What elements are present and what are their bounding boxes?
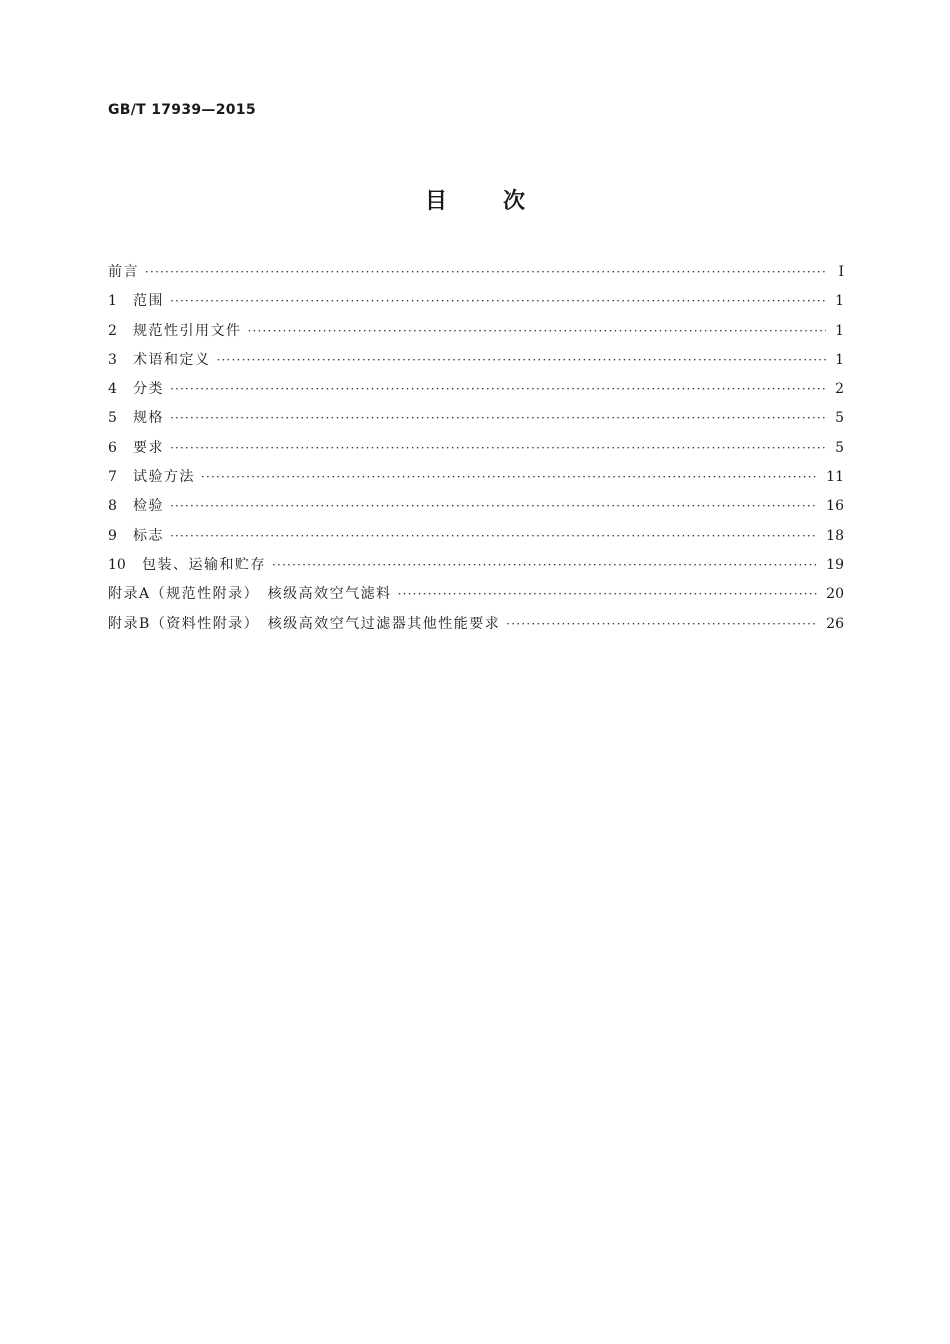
toc-entry-test-methods[interactable] [108,463,844,492]
toc-entry-title: 附录B（资料性附录） 核级高效空气过滤器其他性能要求 [108,615,501,632]
toc-entry-page: 16 [826,498,844,515]
standard-number: GB/T 17939—2015 [108,102,256,118]
toc-dot-leader [201,463,818,492]
toc-entry-page: 1 [835,351,844,368]
toc-entry-scope[interactable] [108,287,844,316]
toc-entry-title: 检验 [133,498,164,515]
toc-entry-number: 1 [108,293,117,310]
toc-entry-title: 规格 [133,410,164,427]
toc-entry-number: 7 [108,469,117,486]
toc-entry-title: 范围 [133,293,164,310]
toc-entry-title: 试验方法 [133,469,195,486]
toc-entry-specification[interactable] [108,404,844,433]
toc-entry-title: 术语和定义 [133,351,211,368]
toc-dot-leader [248,317,827,346]
toc-entry-page: 1 [835,322,844,339]
toc-entry-title: 附录A（规范性附录） 核级高效空气滤料 [108,586,392,603]
toc-dot-leader [170,522,818,551]
toc-dot-leader [145,258,826,287]
toc-entry-title: 包装、运输和贮存 [142,556,266,573]
table-of-contents [108,258,844,639]
toc-entry-number: 4 [108,381,117,398]
toc-entry-marking[interactable] [108,522,844,551]
toc-entry-foreword[interactable] [108,258,844,287]
toc-dot-leader [170,375,826,404]
toc-dot-leader [217,346,827,375]
toc-entry-number: 6 [108,439,117,456]
toc-entry-packaging[interactable] [108,551,844,580]
toc-dot-leader [170,404,826,433]
toc-entry-number: 10 [108,556,126,573]
toc-dot-leader [170,287,826,316]
toc-entry-number: 2 [108,322,117,339]
toc-entry-annex-a[interactable] [108,580,844,609]
toc-entry-title: 规范性引用文件 [133,322,242,339]
toc-entry-page: Ⅰ [838,264,844,280]
page-title: 目次 [424,189,581,214]
toc-entry-page: 20 [826,586,844,603]
toc-entry-page: 5 [835,410,844,427]
toc-entry-title: 要求 [133,439,164,456]
toc-entry-title: 标志 [133,527,164,544]
toc-entry-terms-definitions[interactable] [108,346,844,375]
toc-dot-leader [170,434,826,463]
toc-entry-page: 18 [826,527,844,544]
toc-entry-number: 9 [108,527,117,544]
toc-dot-leader [506,610,818,639]
toc-entry-page: 1 [835,293,844,310]
toc-entry-classification[interactable] [108,375,844,404]
toc-entry-requirements[interactable] [108,434,844,463]
toc-entry-number: 3 [108,351,117,368]
toc-entry-number: 5 [108,410,117,427]
toc-entry-page: 11 [826,469,844,486]
toc-entry-annex-b[interactable] [108,610,844,639]
toc-entry-page: 2 [835,381,844,398]
toc-dot-leader [398,580,819,609]
toc-entry-number: 8 [108,498,117,515]
toc-dot-leader [272,551,818,580]
toc-entry-title: 前言 [108,264,139,280]
toc-entry-title: 分类 [133,381,164,398]
toc-entry-page: 26 [826,615,844,632]
toc-dot-leader [170,492,818,521]
toc-entry-normative-references[interactable] [108,317,844,346]
toc-entry-page: 5 [835,439,844,456]
toc-entry-inspection[interactable] [108,492,844,521]
toc-entry-page: 19 [826,556,844,573]
